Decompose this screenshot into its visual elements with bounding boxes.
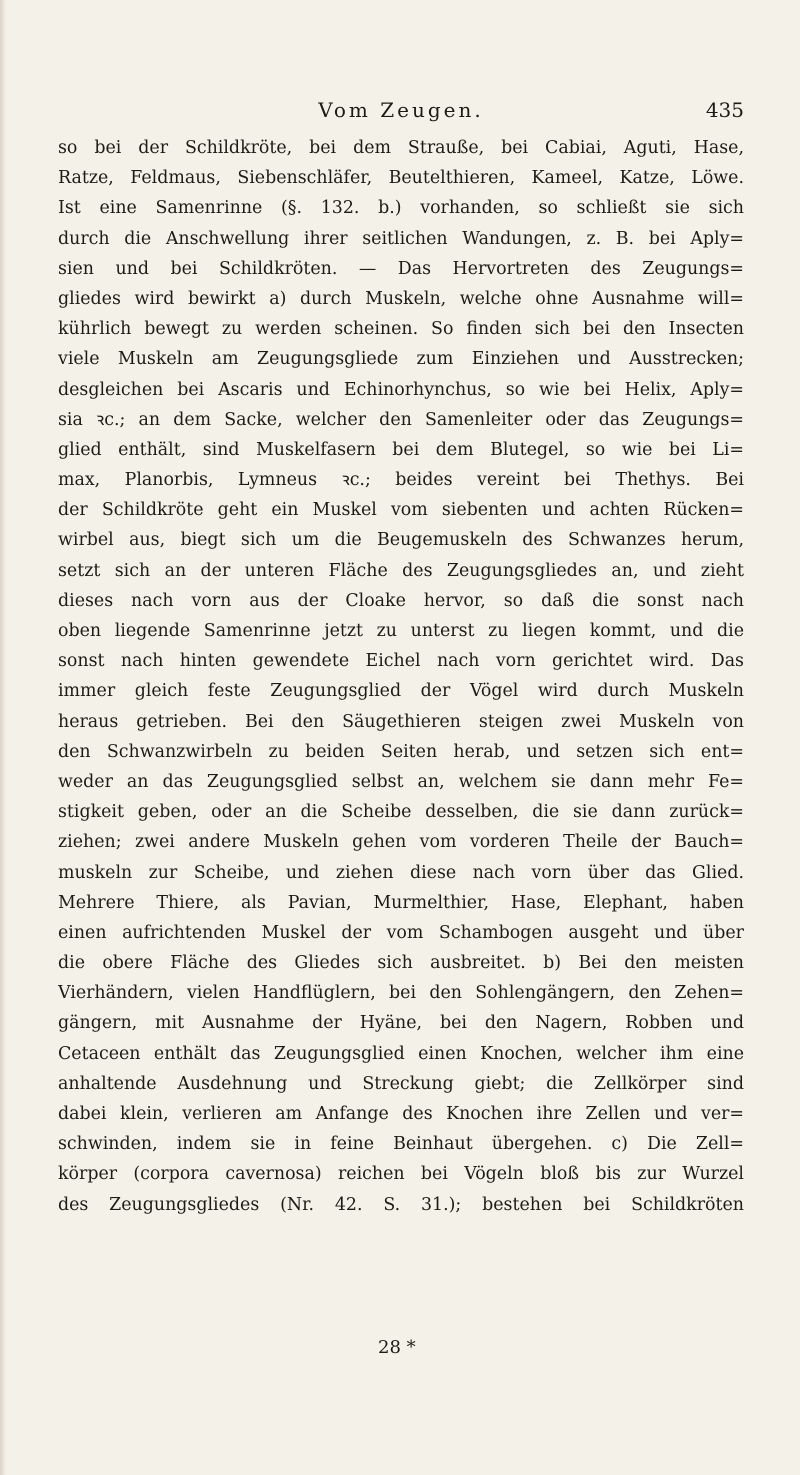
text-line: kührlich bewegt zu werden scheinen. So finden sich bei den Insecten [58, 319, 744, 340]
text-line: Mehrere Thiere, als Pavian, Murmelthier, Hase, Elephant, haben [58, 892, 744, 913]
text-line: max, Planorbis, Lymneus ꝛc.; beides vereint bei Thethys. Bei [58, 470, 744, 491]
text-line: Cetaceen enthält das Zeugungsglied einen Knochen, welcher ihm eine [58, 1043, 744, 1064]
text-line: körper (corpora cavernosa) reichen bei Vögeln bloß bis zur Wurzel [58, 1164, 744, 1185]
text-line: Ratze, Feldmaus, Siebenschläfer, Beutelthieren, Kameel, Katze, Löwe. [58, 168, 744, 189]
text-line: anhaltende Ausdehnung und Streckung giebt; die Zellkörper sind [58, 1073, 744, 1094]
printer-signature-mark: 28 * [378, 1337, 416, 1358]
text-line: schwinden, indem sie in feine Beinhaut übergehen. c) Die Zell= [58, 1134, 744, 1155]
text-line: dieses nach vorn aus der Cloake hervor, so daß die sonst nach [58, 590, 744, 611]
text-line: viele Muskeln am Zeugungsgliede zum Einziehen und Ausstrecken; [58, 349, 744, 370]
text-line: setzt sich an der unteren Fläche des Zeugungsgliedes an, und zieht [58, 560, 744, 581]
text-line: durch die Anschwellung ihrer seitlichen Wandungen, z. B. bei Aply= [58, 228, 744, 249]
text-line: sien und bei Schildkröten. — Das Hervortreten des Zeugungs= [58, 258, 744, 279]
text-line: des Zeugungsgliedes (Nr. 42. S. 31.); bestehen bei Schildkröten [58, 1194, 744, 1215]
text-line: oben liegende Samenrinne jetzt zu unterst zu liegen kommt, und die [58, 621, 744, 641]
text-line: glied enthält, sind Muskelfasern bei dem Blutegel, so wie bei Li= [58, 439, 744, 460]
text-line: wirbel aus, biegt sich um die Beugemuskeln des Schwanzes herum, [58, 530, 744, 551]
text-line: so bei der Schildkröte, bei dem Strauße, bei Cabiai, Aguti, Hase, [58, 138, 744, 158]
text-line: gliedes wird bewirkt a) durch Muskeln, welche ohne Ausnahme will= [58, 288, 744, 309]
text-line: immer gleich feste Zeugungsglied der Vögel wird durch Muskeln [58, 681, 744, 702]
text-line: Ist eine Samenrinne (§. 132. b.) vorhanden, so schließt sie sich [58, 198, 744, 219]
text-line: heraus getrieben. Bei den Säugethieren steigen zwei Muskeln von [58, 711, 744, 732]
text-line: sonst nach hinten gewendete Eichel nach vorn gerichtet wird. Das [58, 651, 744, 672]
text-line: einen aufrichtenden Muskel der vom Schambogen ausgeht und über [58, 922, 744, 943]
text-line: die obere Fläche des Gliedes sich ausbreitet. b) Bei den meisten [58, 953, 744, 974]
text-line: der Schildkröte geht ein Muskel vom siebenten und achten Rücken= [58, 500, 744, 521]
text-line: den Schwanzwirbeln zu beiden Seiten herab, und setzen sich ent= [58, 741, 744, 762]
text-line: muskeln zur Scheibe, und ziehen diese nach vorn über das Glied. [58, 862, 744, 883]
text-line: sia ꝛc.; an dem Sacke, welcher den Samenleiter oder das Zeugungs= [58, 409, 744, 430]
text-line: dabei klein, verlieren am Anfange des Knochen ihre Zellen und ver= [58, 1104, 744, 1124]
text-line: stigkeit geben, oder an die Scheibe desselben, die sie dann zurück= [58, 802, 744, 823]
text-line: Vierhändern, vielen Handflüglern, bei den Sohlengängern, den Zehen= [58, 983, 744, 1004]
running-head: Vom Zeugen. [318, 98, 484, 122]
text-line: gängern, mit Ausnahme der Hyäne, bei den Nagern, Robben und [58, 1013, 744, 1034]
body-text [58, 133, 744, 1220]
page-number: 435 [705, 98, 744, 122]
text-line: ziehen; zwei andere Muskeln gehen vom vorderen Theile der Bauch= [58, 832, 744, 853]
text-line: weder an das Zeugungsglied selbst an, welchem sie dann mehr Fe= [58, 771, 744, 792]
page-edge-shadow [0, 0, 6, 1475]
text-line: desgleichen bei Ascaris und Echinorhynchus, so wie bei Helix, Aply= [58, 379, 744, 400]
page-header [58, 96, 744, 126]
